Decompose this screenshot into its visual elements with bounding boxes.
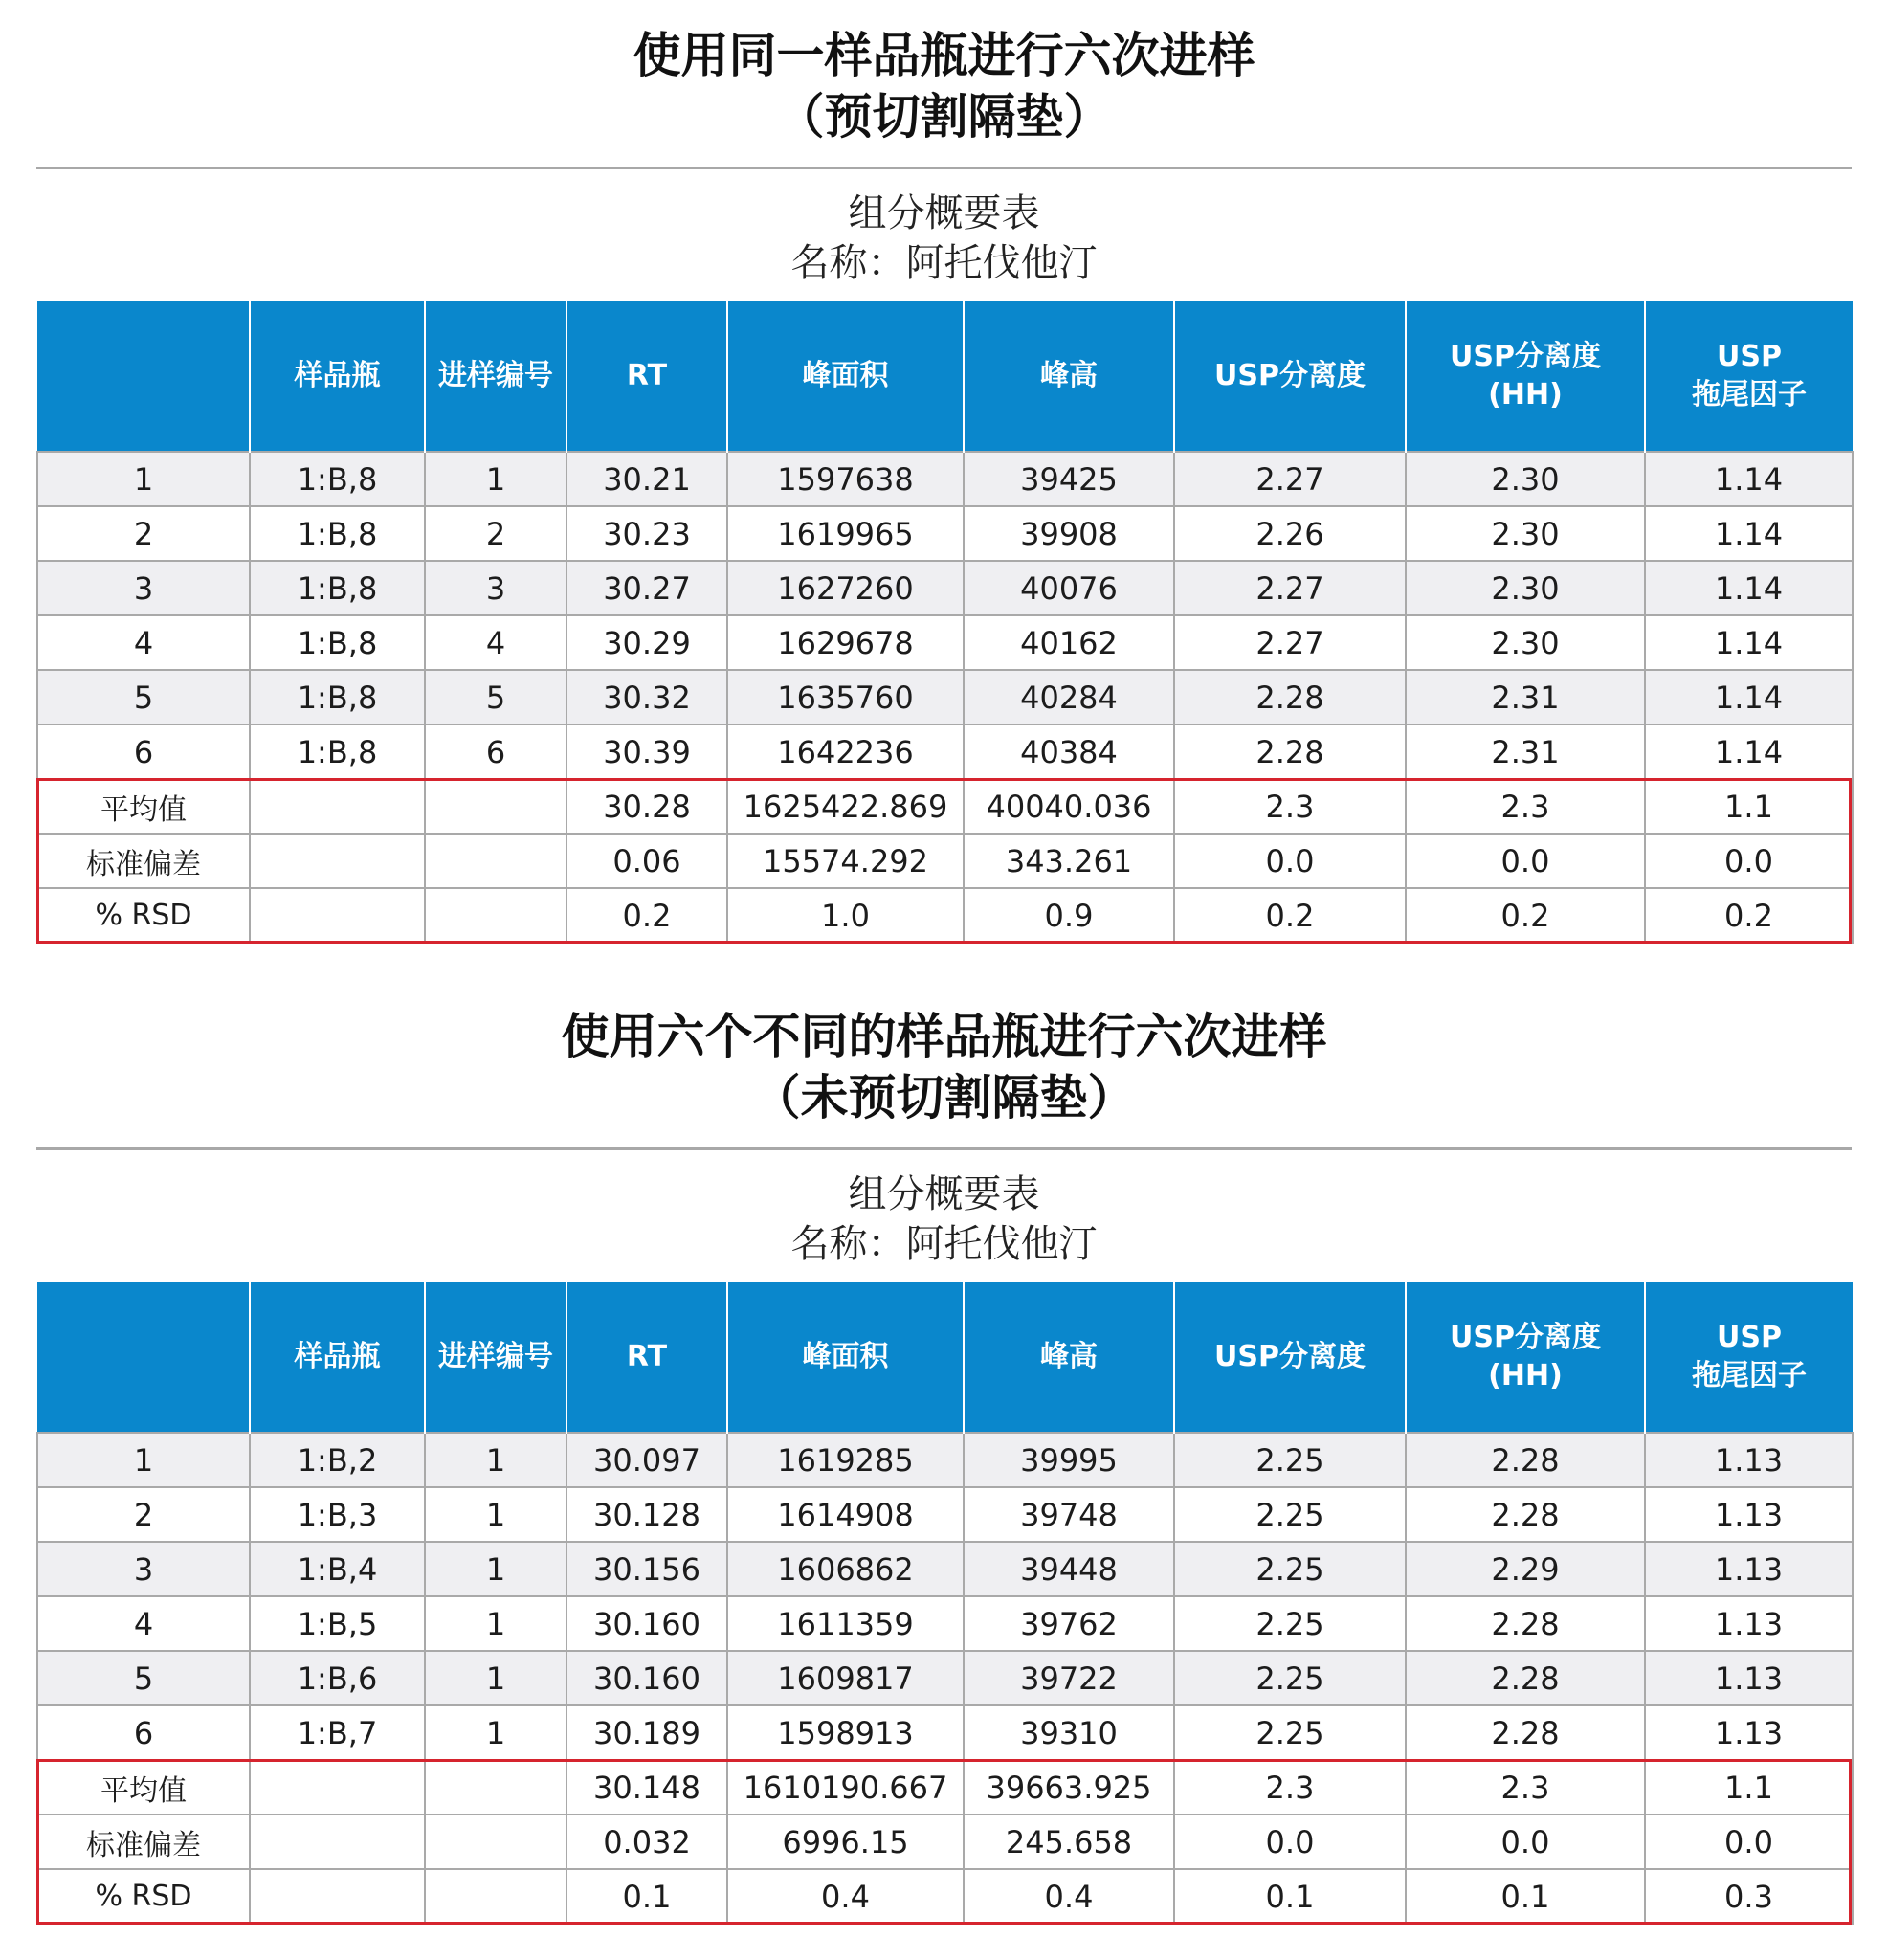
table-cell: 1.13: [1645, 1433, 1853, 1487]
column-header: 进样编号: [425, 1282, 566, 1433]
divider: [36, 167, 1852, 169]
table-row: [37, 1596, 1853, 1651]
statistic-value: 343.261: [964, 834, 1174, 888]
statistics-row: [37, 779, 1853, 834]
table-cell: 39448: [964, 1542, 1174, 1596]
table-cell: 1.13: [1645, 1487, 1853, 1542]
statistic-value: 0.0: [1645, 834, 1853, 888]
table-cell: 5: [37, 670, 250, 724]
table-cell: 1.14: [1645, 561, 1853, 615]
statistic-value: 1625422.869: [727, 779, 964, 834]
table-cell: 30.29: [566, 615, 727, 670]
table-cell: 30.128: [566, 1487, 727, 1542]
table-cell: 1:B,4: [250, 1542, 425, 1596]
table-cell: 1: [425, 1542, 566, 1596]
table-cell: 1: [425, 1433, 566, 1487]
statistics-row: [37, 1760, 1853, 1815]
statistic-value: [250, 1760, 425, 1815]
column-header: 峰高: [964, 1282, 1174, 1433]
column-header: 峰面积: [727, 1282, 964, 1433]
table-cell: 1:B,8: [250, 670, 425, 724]
table-cell: 4: [425, 615, 566, 670]
table-cell: 1:B,8: [250, 561, 425, 615]
statistics-row: [37, 1869, 1853, 1924]
statistics-row: [37, 888, 1853, 943]
statistic-value: [425, 834, 566, 888]
table-row: [37, 1487, 1853, 1542]
column-header: [1645, 301, 1853, 452]
table-cell: 1.14: [1645, 724, 1853, 779]
table-row: [37, 670, 1853, 724]
statistic-value: [425, 1815, 566, 1869]
table-row: [37, 452, 1853, 506]
table-cell: 1598913: [727, 1705, 964, 1760]
title-line-2: （未预切割隔垫）: [752, 1070, 1136, 1125]
column-header-line: USP分离度: [1450, 1321, 1601, 1354]
section-title: [36, 981, 1852, 1128]
table-cell: 1: [425, 1651, 566, 1705]
table-cell: 1: [425, 1705, 566, 1760]
statistic-value: 0.0: [1645, 1815, 1853, 1869]
table-cell: 39425: [964, 452, 1174, 506]
table-row: [37, 1433, 1853, 1487]
table-cell: 2.25: [1174, 1596, 1406, 1651]
section-different-vials: [36, 981, 1852, 1925]
statistic-value: 1.1: [1645, 1760, 1853, 1815]
caption-line-1: 组分概要表: [848, 191, 1040, 235]
table-cell: 30.21: [566, 452, 727, 506]
table-cell: 3: [37, 561, 250, 615]
table-cell: 2.27: [1174, 561, 1406, 615]
table-cell: 1: [425, 1487, 566, 1542]
table-row: [37, 615, 1853, 670]
statistic-value: 0.1: [566, 1869, 727, 1924]
statistic-value: [425, 779, 566, 834]
statistic-value: 0.4: [964, 1869, 1174, 1924]
table-row: [37, 1651, 1853, 1705]
table-cell: 2.29: [1406, 1542, 1645, 1596]
table-cell: 2.27: [1174, 615, 1406, 670]
table-cell: 1.14: [1645, 506, 1853, 561]
statistic-value: 40040.036: [964, 779, 1174, 834]
table-cell: 2: [425, 506, 566, 561]
table-cell: 2.30: [1406, 615, 1645, 670]
table-cell: 2.28: [1406, 1433, 1645, 1487]
statistic-value: [250, 1815, 425, 1869]
table-cell: 2.30: [1406, 561, 1645, 615]
table-cell: 30.097: [566, 1433, 727, 1487]
table-cell: 6: [37, 1705, 250, 1760]
table-cell: 2.25: [1174, 1705, 1406, 1760]
table-cell: 39722: [964, 1651, 1174, 1705]
column-header: [1406, 301, 1645, 452]
table-cell: 2.30: [1406, 452, 1645, 506]
statistic-value: 1.0: [727, 888, 964, 943]
table-cell: 2.28: [1174, 670, 1406, 724]
statistic-value: [250, 1869, 425, 1924]
table-cell: 2.26: [1174, 506, 1406, 561]
table-cell: 30.160: [566, 1596, 727, 1651]
table-cell: 1:B,8: [250, 615, 425, 670]
table-caption: [36, 1169, 1852, 1269]
table-cell: 39762: [964, 1596, 1174, 1651]
column-header-line: USP: [1717, 1321, 1782, 1354]
statistic-value: 2.3: [1406, 779, 1645, 834]
column-header-line: USP: [1717, 340, 1782, 373]
table-cell: 1.13: [1645, 1705, 1853, 1760]
header-row: [37, 1282, 1853, 1433]
table-cell: 1642236: [727, 724, 964, 779]
statistic-value: 0.06: [566, 834, 727, 888]
table-cell: 3: [37, 1542, 250, 1596]
table-row: [37, 1542, 1853, 1596]
table-cell: 1606862: [727, 1542, 964, 1596]
component-summary-table: [36, 301, 1854, 944]
column-header-line: (HH): [1488, 378, 1563, 412]
table-cell: 1609817: [727, 1651, 964, 1705]
statistic-value: 0.2: [566, 888, 727, 943]
statistic-value: 2.3: [1174, 1760, 1406, 1815]
statistic-value: 0.0: [1406, 834, 1645, 888]
table-cell: 4: [37, 615, 250, 670]
statistic-value: 0.0: [1174, 834, 1406, 888]
table-cell: 39748: [964, 1487, 1174, 1542]
statistics-row: [37, 834, 1853, 888]
statistic-value: 6996.15: [727, 1815, 964, 1869]
statistic-value: 245.658: [964, 1815, 1174, 1869]
table-cell: 1: [425, 452, 566, 506]
statistic-label: % RSD: [37, 1869, 250, 1924]
table-cell: 2: [37, 1487, 250, 1542]
caption-line-2: 名称：阿托伐他汀: [790, 1222, 1098, 1266]
table-cell: 40384: [964, 724, 1174, 779]
table-cell: 3: [425, 561, 566, 615]
column-header: 峰面积: [727, 301, 964, 452]
section-same-vial: [36, 0, 1852, 944]
table-cell: 1: [425, 1596, 566, 1651]
table-cell: 2.25: [1174, 1487, 1406, 1542]
column-header: [1645, 1282, 1853, 1433]
column-header: 样品瓶: [250, 1282, 425, 1433]
statistics-row: [37, 1815, 1853, 1869]
title-line-1: 使用六个不同的样品瓶进行六次进样: [561, 1009, 1327, 1064]
table-cell: 40076: [964, 561, 1174, 615]
title-line-2: （预切割隔垫）: [776, 89, 1112, 145]
table-cell: 2.25: [1174, 1433, 1406, 1487]
statistic-value: 0.1: [1174, 1869, 1406, 1924]
table-cell: 5: [37, 1651, 250, 1705]
table-cell: 39995: [964, 1433, 1174, 1487]
table-cell: 2.25: [1174, 1542, 1406, 1596]
statistic-value: 0.1: [1406, 1869, 1645, 1924]
statistic-value: 0.032: [566, 1815, 727, 1869]
table-cell: 40284: [964, 670, 1174, 724]
header-row: [37, 301, 1853, 452]
table-row: [37, 506, 1853, 561]
table-cell: 30.23: [566, 506, 727, 561]
table-cell: 39908: [964, 506, 1174, 561]
divider: [36, 1147, 1852, 1150]
statistic-value: 2.3: [1406, 1760, 1645, 1815]
table-row: [37, 724, 1853, 779]
column-header-line: (HH): [1488, 1359, 1563, 1392]
statistic-label: 标准偏差: [37, 834, 250, 888]
component-summary-table: [36, 1282, 1854, 1925]
statistic-label: 平均值: [37, 779, 250, 834]
caption-line-1: 组分概要表: [848, 1172, 1040, 1216]
table-cell: 2.28: [1406, 1651, 1645, 1705]
column-header-line: 拖尾因子: [1692, 1359, 1807, 1392]
table-cell: 30.156: [566, 1542, 727, 1596]
statistic-value: 0.2: [1406, 888, 1645, 943]
caption-line-2: 名称：阿托伐他汀: [790, 241, 1098, 285]
table-cell: 2.30: [1406, 506, 1645, 561]
column-header: 峰高: [964, 301, 1174, 452]
column-header: [37, 1282, 250, 1433]
statistic-value: 15574.292: [727, 834, 964, 888]
statistic-value: 30.148: [566, 1760, 727, 1815]
table-cell: 1.14: [1645, 670, 1853, 724]
table-cell: 1:B,8: [250, 452, 425, 506]
table-cell: 1: [37, 1433, 250, 1487]
table-cell: 6: [425, 724, 566, 779]
table-row: [37, 1705, 1853, 1760]
table-cell: 2.28: [1406, 1596, 1645, 1651]
table-cell: 1.13: [1645, 1651, 1853, 1705]
table-cell: 4: [37, 1596, 250, 1651]
table-cell: 1597638: [727, 452, 964, 506]
table-cell: 30.160: [566, 1651, 727, 1705]
table-cell: 1:B,2: [250, 1433, 425, 1487]
statistic-value: 0.3: [1645, 1869, 1853, 1924]
statistic-value: 0.0: [1174, 1815, 1406, 1869]
statistic-value: 0.2: [1174, 888, 1406, 943]
table-cell: 30.27: [566, 561, 727, 615]
statistic-value: 0.0: [1406, 1815, 1645, 1869]
table-cell: 2: [37, 506, 250, 561]
statistic-label: % RSD: [37, 888, 250, 943]
table-cell: 1.14: [1645, 452, 1853, 506]
statistic-value: 2.3: [1174, 779, 1406, 834]
table-cell: 1:B,8: [250, 506, 425, 561]
table-cell: 6: [37, 724, 250, 779]
column-header: RT: [566, 1282, 727, 1433]
table-cell: 1635760: [727, 670, 964, 724]
table-cell: 2.31: [1406, 670, 1645, 724]
statistic-label: 平均值: [37, 1760, 250, 1815]
statistic-value: 39663.925: [964, 1760, 1174, 1815]
table-cell: 2.28: [1174, 724, 1406, 779]
table-cell: 1629678: [727, 615, 964, 670]
statistic-value: [250, 834, 425, 888]
table-cell: 1.13: [1645, 1542, 1853, 1596]
summary-table-wrapper: [36, 1282, 1852, 1925]
table-cell: 39310: [964, 1705, 1174, 1760]
column-header: [37, 301, 250, 452]
table-cell: 2.28: [1406, 1487, 1645, 1542]
table-cell: 1:B,6: [250, 1651, 425, 1705]
statistic-value: 1.1: [1645, 779, 1853, 834]
column-header: USP分离度: [1174, 1282, 1406, 1433]
column-header: 样品瓶: [250, 301, 425, 452]
statistic-value: [250, 888, 425, 943]
statistic-value: [425, 1760, 566, 1815]
table-cell: 1619285: [727, 1433, 964, 1487]
table-cell: 2.28: [1406, 1705, 1645, 1760]
table-cell: 1:B,3: [250, 1487, 425, 1542]
table-cell: 1611359: [727, 1596, 964, 1651]
column-header: 进样编号: [425, 301, 566, 452]
statistic-value: 0.9: [964, 888, 1174, 943]
table-cell: 40162: [964, 615, 1174, 670]
statistic-label: 标准偏差: [37, 1815, 250, 1869]
table-cell: 2.31: [1406, 724, 1645, 779]
table-cell: 1627260: [727, 561, 964, 615]
statistic-value: [425, 888, 566, 943]
table-cell: 30.189: [566, 1705, 727, 1760]
table-cell: 1: [37, 452, 250, 506]
column-header-line: 拖尾因子: [1692, 378, 1807, 412]
table-cell: 2.27: [1174, 452, 1406, 506]
summary-table-wrapper: [36, 301, 1852, 944]
column-header: RT: [566, 301, 727, 452]
table-cell: 1619965: [727, 506, 964, 561]
table-cell: 2.25: [1174, 1651, 1406, 1705]
table-cell: 1614908: [727, 1487, 964, 1542]
table-cell: 1:B,7: [250, 1705, 425, 1760]
table-cell: 1.14: [1645, 615, 1853, 670]
column-header-line: USP分离度: [1450, 340, 1601, 373]
table-cell: 30.39: [566, 724, 727, 779]
statistic-value: 0.2: [1645, 888, 1853, 943]
table-row: [37, 561, 1853, 615]
table-cell: 1:B,5: [250, 1596, 425, 1651]
table-cell: 1.13: [1645, 1596, 1853, 1651]
table-cell: 1:B,8: [250, 724, 425, 779]
statistic-value: [250, 779, 425, 834]
statistic-value: 30.28: [566, 779, 727, 834]
table-cell: 5: [425, 670, 566, 724]
column-header: [1406, 1282, 1645, 1433]
statistic-value: 1610190.667: [727, 1760, 964, 1815]
table-caption: [36, 189, 1852, 288]
statistic-value: [425, 1869, 566, 1924]
section-title: [36, 0, 1852, 147]
table-cell: 30.32: [566, 670, 727, 724]
title-line-1: 使用同一样品瓶进行六次进样: [633, 28, 1255, 83]
statistic-value: 0.4: [727, 1869, 964, 1924]
column-header: USP分离度: [1174, 301, 1406, 452]
